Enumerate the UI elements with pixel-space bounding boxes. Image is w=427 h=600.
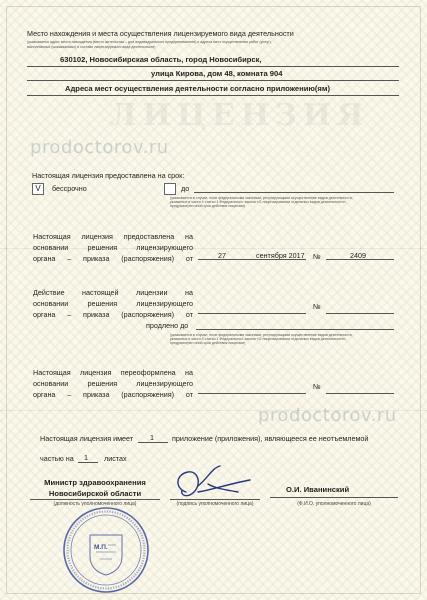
signer-name: О.И. Иванинский: [286, 485, 350, 494]
extended-block: [33, 287, 193, 320]
term-note-3: предусмотрен иной срок действия лицензии): [170, 204, 246, 208]
name-underline: [270, 497, 398, 498]
appendix-count: 1: [150, 433, 154, 442]
extended-until-underline: [196, 329, 394, 330]
appendix-sheets-label: листах: [104, 454, 127, 463]
name-note: (Ф.И.О. уполномоченного лица): [297, 501, 371, 507]
until-underline: [194, 192, 394, 193]
reissued-date-underline: [198, 393, 306, 394]
indefinite-checkbox: [32, 183, 44, 195]
address-underline-1: [27, 66, 399, 67]
extended-no-sign: №: [313, 302, 321, 311]
appendix-count-underline: [138, 442, 168, 443]
extended-date-underline: [198, 313, 306, 314]
term-note-1: (указывается в случае, если федеральными законами, регулирующими осуществление видов деятельности,: [170, 196, 353, 200]
granted-line-2: основании решения лицензирующего: [33, 243, 193, 252]
appendix-part-prefix: частью на: [40, 454, 74, 463]
extended-note-1: (указывается в случае, если федеральными законами, регулирующими осуществление видов деятельности,: [170, 333, 353, 337]
fold-line-2: [0, 410, 427, 411]
granted-date-underline: [198, 259, 306, 260]
granted-no-sign: №: [313, 252, 321, 261]
reissued-no-sign: №: [313, 382, 321, 391]
signer-position-2: Новосибирской области: [48, 489, 142, 498]
reissued-block: [33, 367, 193, 400]
places-line: Адреса мест осуществления деятельности согласно приложению(ям): [65, 84, 330, 93]
sign-note: (подпись уполномоченного лица): [176, 501, 254, 507]
places-underline: [27, 95, 399, 96]
header-note-2: выполняемых (оказываемых) в составе лицензируемого вида деятельности): [27, 45, 156, 49]
ghost-title-print: ЛИЦЕНЗИЯ: [110, 98, 370, 133]
signer-position-1: Министр здравоохранения: [44, 478, 146, 487]
until-label: до: [181, 184, 190, 193]
extended-line-2: основании решения лицензирующего: [33, 299, 193, 308]
extended-line-3: органа – приказа (распоряжения) от: [33, 310, 193, 319]
header-line: Место нахождения и места осуществления лицензируемого вида деятельности: [27, 29, 294, 38]
appendix-prefix: Настоящая лицензия имеет: [40, 434, 134, 443]
term-note-2: указанных в части 4 статьи 1 Федерального закона «О лицензировании отдельных видов деятельности»,: [170, 200, 347, 204]
reissued-line-2: основании решения лицензирующего: [33, 379, 193, 388]
granted-line-1: Настоящая лицензия предоставлена на: [33, 232, 193, 241]
fold-line-1: [0, 248, 427, 249]
extended-note-2: указанных в части 4 статьи 1 Федерального закона «О лицензировании отдельных видов деятельности»,: [170, 337, 347, 341]
watermark-bottom: prodoctorov.ru: [258, 405, 397, 426]
indefinite-label: бессрочно: [52, 184, 87, 193]
term-label: Настоящая лицензия предоставлена на срок:: [32, 171, 185, 180]
address-line-1: 630102, Новосибирская область, город Новосибирск,: [60, 55, 262, 64]
sign-underline: [170, 499, 260, 500]
reissued-number-underline: [326, 393, 394, 394]
extended-note-3: предусмотрен иной срок действия лицензии): [170, 341, 246, 345]
watermark-top: prodoctorov.ru: [30, 137, 169, 158]
until-checkbox: [164, 183, 176, 195]
reissued-line-3: органа – приказа (распоряжения) от: [33, 390, 193, 399]
appendix-sheets-underline: [78, 462, 98, 463]
position-note: (должность уполномоченного лица): [53, 501, 137, 507]
granted-number-underline: [326, 259, 394, 260]
seal-mp: М.П.: [94, 544, 108, 551]
address-line-2: улица Кирова, дом 48, комната 904: [151, 69, 283, 78]
check-mark: V: [35, 184, 41, 193]
extended-number-underline: [326, 313, 394, 314]
granted-number: 2409: [350, 251, 366, 260]
reissued-line-1: Настоящая лицензия переоформлена на: [33, 368, 193, 377]
signature-scribble: [168, 462, 256, 504]
granted-month-year: сентября 2017: [256, 251, 305, 260]
granted-line-3: органа – приказа (распоряжения) от: [33, 254, 193, 263]
extended-until-label: продлено до: [146, 321, 189, 330]
header-note-1: (указывается адрес места нахождения (место жительства – для индивидуального предпринимателя) и адреса мест осуществления работ (услуг),: [27, 40, 272, 44]
appendix-sheets: 1: [84, 453, 88, 462]
position-underline: [30, 499, 160, 500]
granted-day: 27: [218, 251, 226, 260]
address-underline-2: [27, 80, 399, 81]
extended-line-1: Действие настоящей лицензии на: [33, 288, 193, 297]
appendix-suffix: приложение (приложения), являющееся ее неотъемлемой: [172, 434, 369, 443]
